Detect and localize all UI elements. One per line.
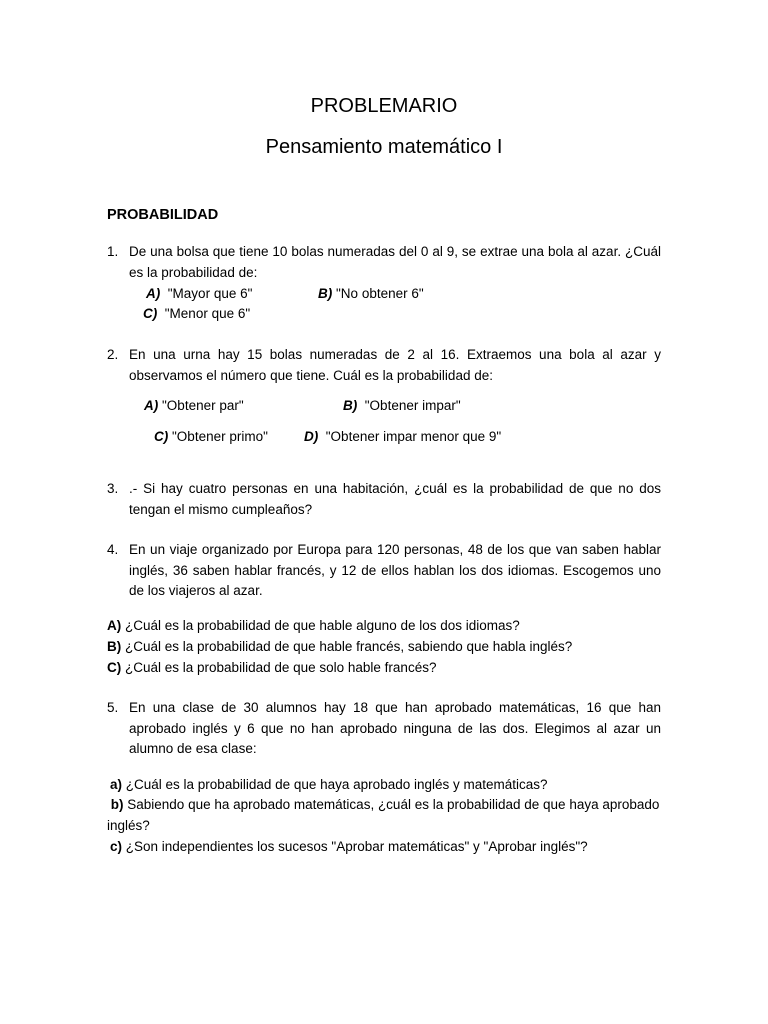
document-title: PROBLEMARIO [310,95,458,117]
question-2-text: En una urna hay 15 bolas numeradas de 2 al 16. Extraemos una bola al azar y observamos el número que tiene. Cuál es la probabilidad de: [129,347,661,383]
question-1-option-c [143,304,250,325]
option-text: "No obtener 6" [336,286,424,301]
part-label: A) [107,618,122,633]
question-2-option-d [304,427,501,448]
question-2-option-c [154,427,268,448]
question-2-number: 2. [107,347,119,362]
option-text: "Obtener impar" [364,398,461,413]
part-label: b) [110,797,124,812]
document-subtitle: Pensamiento matemático I [265,136,503,158]
question-4-part-c [107,658,663,679]
option-label: C) [154,429,169,444]
question-5-part-a [110,775,666,796]
question-1-option-b [318,284,424,305]
part-text: ¿Cuál es la probabilidad de que haya aprobado inglés y matemáticas? [122,777,548,792]
question-3-text: .- Si hay cuatro personas en una habitación, ¿cuál es la probabilidad de que no dos tengan el mismo cumpleaños? [129,481,661,517]
option-text: "Menor que 6" [164,306,251,321]
option-text: "Obtener par" [162,398,244,413]
option-text: "Mayor que 6" [167,286,253,301]
question-2-option-a [144,396,244,417]
question-2-option-b [343,396,461,417]
part-text: ¿Cuál es la probabilidad de que hable francés, sabiendo que habla inglés? [121,639,573,654]
part-text: ¿Cuál es la probabilidad de que hable alguno de los dos idiomas? [121,618,520,633]
question-5-number: 5. [107,700,119,715]
question-5-text: En una clase de 30 alumnos hay 18 que han aprobado matemáticas, 16 que han aprobado inglés y 6 que no han aprobado ninguna de las dos. Elegimos al azar un alumno de esa clase: [129,700,661,757]
option-label: B) [343,398,358,413]
part-text: Sabiendo que ha aprobado matemáticas, ¿cuál es la probabilidad de que haya aprobado inglés? [107,797,660,833]
option-text: "Obtener primo" [172,429,268,444]
question-1-option-a [146,284,252,305]
part-text: ¿Son independientes los sucesos "Aprobar matemáticas" y "Aprobar inglés"? [122,839,588,854]
question-4-text: En un viaje organizado por Europa para 120 personas, 48 de los que van saben hablar inglés, 36 saben hablar francés, y 12 de ellos hablan los dos idiomas. Escogemos uno de los viajeros al azar. [129,542,661,599]
question-4-number: 4. [107,542,119,557]
option-label: B) [318,286,333,301]
part-label: c) [110,839,123,854]
option-label: D) [304,429,319,444]
option-label: A) [146,286,161,301]
question-4-part-b [107,637,663,658]
part-label: a) [110,777,123,792]
question-1-number: 1. [107,244,119,259]
option-label: A) [144,398,159,413]
question-5-part-c [110,837,666,858]
part-label: C) [107,660,122,675]
question-5-part-b [107,795,663,836]
part-text: ¿Cuál es la probabilidad de que solo hable francés? [121,660,437,675]
option-text: "Obtener impar menor que 9" [325,429,502,444]
question-3-number: 3. [107,481,119,496]
question-1-text: De una bolsa que tiene 10 bolas numeradas del 0 al 9, se extrae una bola al azar. ¿Cuál es la probabilidad de: [129,244,661,280]
section-heading: PROBABILIDAD [107,207,219,223]
part-label: B) [107,639,122,654]
question-4-part-a [107,616,663,637]
option-label: C) [143,306,158,321]
